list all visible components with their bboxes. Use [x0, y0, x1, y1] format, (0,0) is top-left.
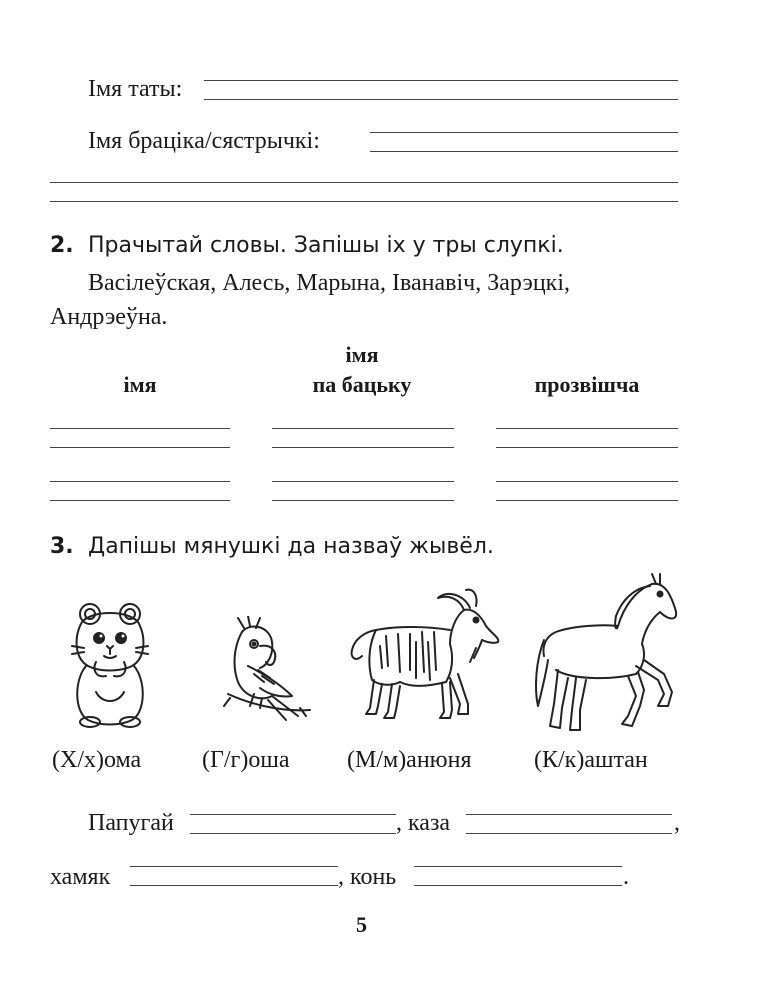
father-name-line-1[interactable] [204, 80, 678, 81]
fill-line-2-end: . [623, 864, 629, 890]
sibling-name-line-1[interactable] [370, 132, 678, 133]
task-2-words-line-1: Васілеўская, Алесь, Марына, Іванавіч, Зарэцкі, [88, 270, 570, 296]
fill-line-1-end: , [674, 810, 680, 836]
page-number: 5 [356, 912, 367, 937]
caption-goat: (М/м)анюня [347, 747, 472, 773]
fill-horse-label: , конь [338, 864, 397, 890]
col3-line-3[interactable] [496, 481, 678, 482]
col2-line-2[interactable] [272, 447, 454, 448]
fill-goat-line-2[interactable] [466, 833, 672, 834]
parrot-icon [220, 616, 312, 722]
extra-line-1[interactable] [50, 182, 678, 183]
sibling-name-label: Імя брацікa/сястрычкі: [88, 128, 320, 154]
fill-parrot-line-2[interactable] [190, 833, 396, 834]
col3-line-2[interactable] [496, 447, 678, 448]
task-2-instruction: Прачытай словы. Запішы іх у тры слупкі. [88, 233, 564, 258]
hamster-icon [66, 600, 154, 730]
fill-horse-line-1[interactable] [414, 866, 622, 867]
fill-hamster-label: хамяк [50, 864, 111, 890]
extra-line-2[interactable] [50, 201, 678, 202]
col3-line-1[interactable] [496, 428, 678, 429]
col2-line-3[interactable] [272, 481, 454, 482]
fill-hamster-line-2[interactable] [130, 885, 338, 886]
horse-icon [532, 570, 682, 738]
column-header-name: імя [123, 372, 157, 397]
col2-line-4[interactable] [272, 500, 454, 501]
fill-parrot-label: Папугай [88, 810, 174, 836]
caption-horse: (К/к)аштан [534, 747, 648, 773]
caption-hamster: (Х/х)ома [52, 747, 142, 773]
fill-goat-label: , каза [396, 810, 451, 836]
goat-icon [346, 586, 504, 724]
col3-line-4[interactable] [496, 500, 678, 501]
caption-parrot: (Г/г)оша [202, 747, 290, 773]
col1-line-3[interactable] [50, 481, 230, 482]
col1-line-2[interactable] [50, 447, 230, 448]
father-name-label: Імя таты: [88, 76, 183, 102]
col2-line-1[interactable] [272, 428, 454, 429]
task-2-number: 2. [50, 233, 74, 258]
task-2-words-line-2: Андрэеўна. [50, 304, 168, 330]
column-header-surname: прозвішча [534, 372, 640, 397]
col1-line-4[interactable] [50, 500, 230, 501]
sibling-name-line-2[interactable] [370, 151, 678, 152]
col1-line-1[interactable] [50, 428, 230, 429]
task-3-number: 3. [50, 534, 74, 559]
column-header-patronymic-line-1: імя [345, 342, 379, 367]
father-name-line-2[interactable] [204, 99, 678, 100]
fill-goat-line-1[interactable] [466, 814, 672, 815]
fill-hamster-line-1[interactable] [130, 866, 338, 867]
fill-parrot-line-1[interactable] [190, 814, 396, 815]
column-header-patronymic-line-2: па бацьку [312, 372, 412, 397]
fill-horse-line-2[interactable] [414, 885, 622, 886]
task-3-instruction: Дапішы мянушкі да назваў жывёл. [88, 534, 494, 559]
